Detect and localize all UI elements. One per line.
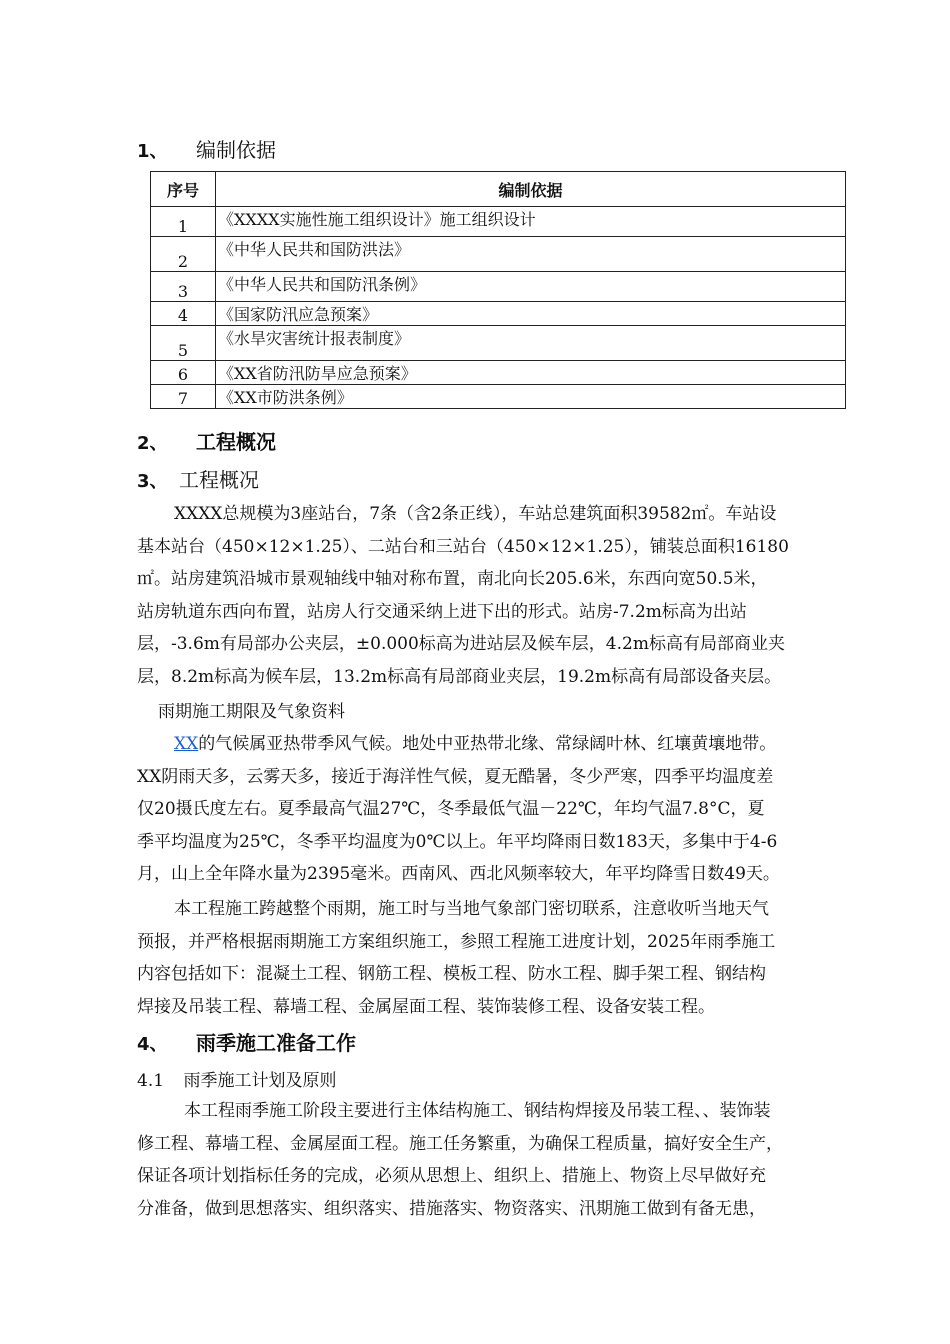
paragraph-line	[137, 728, 859, 761]
climate-first-line: 的气候属亚热带季风气候。地处中亚热带北缘、常绿阔叶林、红壤黄壤地带。	[198, 734, 777, 754]
paragraph-line: 本工程施工跨越整个雨期，施工时与当地气象部门密切联系，注意收听当地天气	[174, 899, 769, 919]
row-no: 2	[151, 237, 216, 272]
basis-table	[150, 171, 846, 409]
section-number: 2、	[137, 433, 168, 454]
rain-period-title: 雨期施工期限及气象资料	[158, 702, 345, 722]
table-row	[151, 207, 846, 237]
paragraph-line: 修工程、幕墙工程、金属屋面工程。施工任务繁重，为确保工程质量，搞好安全生产，	[137, 1133, 783, 1154]
overview-paragraph	[137, 498, 859, 693]
paragraph-line: ㎡。站房建筑沿城市景观轴线中轴对称布置，南北向长205.6米，东西向宽50.5米，	[137, 569, 768, 589]
table-row	[151, 385, 846, 409]
table-header-row	[151, 172, 846, 207]
paragraph-line: 层，8.2m标高为候车层，13.2m标高有局部商业夹层，19.2m标高有局部设备夹层。	[137, 666, 782, 687]
section-3-heading	[137, 464, 437, 492]
paragraph-line: 基本站台（450×12×1.25）、二站台和三站台（450×12×1.25），铺装总面积16180	[137, 536, 789, 557]
header-no: 序号	[151, 172, 216, 207]
row-no: 6	[151, 361, 216, 385]
subsection-title: 雨季施工计划及原则	[183, 1071, 337, 1091]
paragraph-line: 内容包括如下：混凝土工程、钢筋工程、模板工程、防水工程、脚手架工程、钢结构	[137, 964, 766, 984]
section-title: 编制依据	[196, 138, 276, 162]
row-text: 《水旱灾害统计报表制度》	[216, 326, 846, 361]
row-text: 《XX市防洪条例》	[216, 385, 846, 409]
paragraph-line: XXXX总规模为3座站台，7条（含2条正线），车站总建筑面积39582㎡。车站设	[174, 504, 777, 524]
plan-paragraph	[137, 1095, 859, 1225]
section-number: 1、	[137, 141, 168, 162]
table-row	[151, 326, 846, 361]
paragraph-line: 月，山上全年降水量为2395毫米。西南风、西北风频率较大，年平均降雪日数49天。	[137, 864, 780, 884]
section-number: 4、	[137, 1034, 168, 1055]
paragraph-line: 分准备，做到思想落实、组织落实、措施落实、物资落实、汛期施工做到有备无患，	[137, 1198, 766, 1219]
table-row	[151, 302, 846, 326]
subsection-4-1-heading	[137, 1066, 537, 1091]
row-no: 3	[151, 272, 216, 302]
subsection-number: 4.1	[137, 1071, 165, 1091]
section-2-heading	[137, 426, 437, 454]
row-text: 《XXXX实施性施工组织设计》施工组织设计	[216, 207, 846, 237]
table-row	[151, 361, 846, 385]
row-text: 《中华人民共和国防汛条例》	[216, 272, 846, 302]
paragraph-line: 保证各项计划指标任务的完成，必须从思想上、组织上、措施上、物资上尽早做好充	[137, 1166, 766, 1186]
row-text: 《国家防汛应急预案》	[216, 302, 846, 326]
row-no: 4	[151, 302, 216, 326]
paragraph-line: 焊接及吊装工程、幕墙工程、金属屋面工程、装饰装修工程、设备安装工程。	[137, 996, 715, 1017]
paragraph-line: 预报，并严格根据雨期施工方案组织施工，参照工程施工进度计划，2025年雨季施工	[137, 931, 776, 952]
section-4-heading	[137, 1027, 537, 1055]
table-row	[151, 237, 846, 272]
paragraph-line: 本工程雨季施工阶段主要进行主体结构施工、钢结构焊接及吊装工程、、装饰装	[184, 1101, 771, 1121]
paragraph-line: 仅20摄氏度左右。夏季最高气温27℃，冬季最低气温－22℃，年均气温7.8°C，夏	[137, 799, 765, 819]
paragraph-line: XX阴雨天多，云雾天多，接近于海洋性气候，夏无酷暑，冬少严寒，四季平均温度差	[137, 766, 774, 787]
row-text: 《XX省防汛防旱应急预案》	[216, 361, 846, 385]
row-text: 《中华人民共和国防洪法》	[216, 237, 846, 272]
header-basis: 编制依据	[216, 172, 846, 207]
row-no: 7	[151, 385, 216, 409]
section-title: 工程概况	[179, 468, 259, 492]
section-title: 雨季施工准备工作	[196, 1031, 356, 1055]
schedule-paragraph	[137, 893, 859, 1023]
paragraph-line: 层，-3.6m有局部办公夹层，±0.000标高为进站层及候车层，4.2m标高有局部商业夹	[137, 634, 785, 654]
section-title: 工程概况	[196, 430, 276, 454]
row-no: 1	[151, 207, 216, 237]
paragraph-line: 季平均温度为25℃，冬季平均温度为0℃以上。年平均降雨日数183天，多集中于4-6	[137, 831, 778, 852]
section-number: 3、	[137, 471, 168, 492]
climate-paragraph	[137, 728, 859, 891]
location-link[interactable]: XX	[174, 734, 199, 754]
paragraph-line: 站房轨道东西向布置，站房人行交通采纳上进下出的形式。站房-7.2m标高为出站	[137, 601, 747, 622]
section-1-heading	[137, 134, 437, 162]
row-no: 5	[151, 326, 216, 361]
table-row	[151, 272, 846, 302]
